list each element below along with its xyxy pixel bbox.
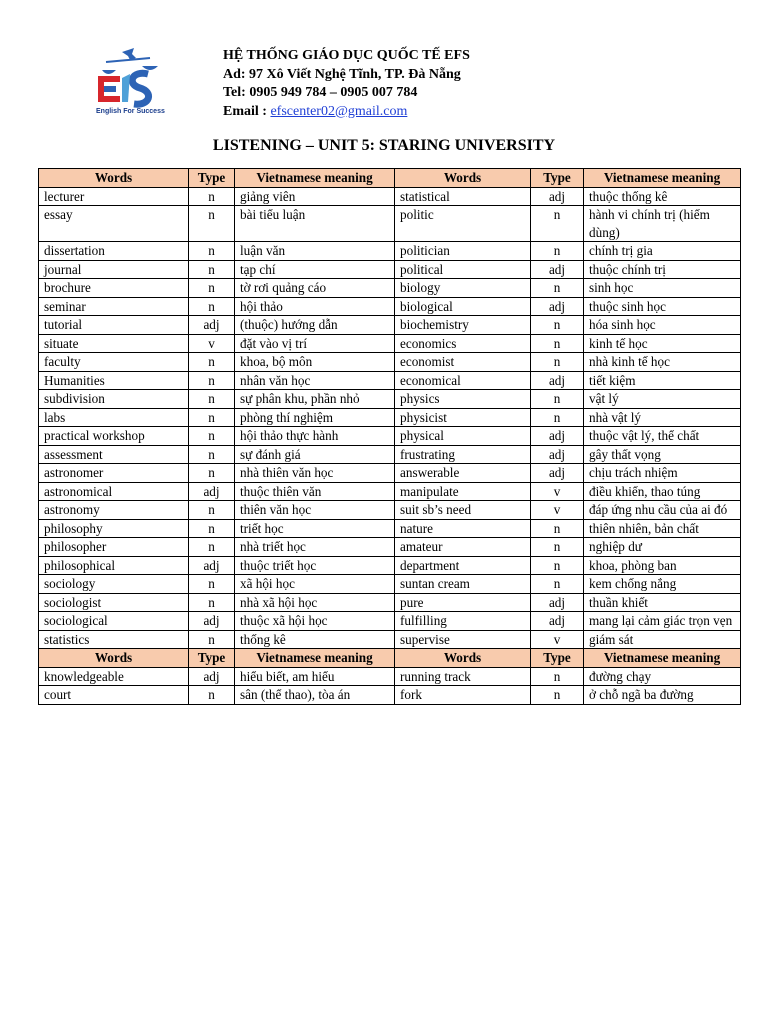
vocabulary-table [38,168,741,705]
table-cell: frustrating [395,445,531,464]
table-cell: v [531,501,584,520]
table-cell: chính trị gia [584,242,741,261]
table-cell: economical [395,371,531,390]
table-cell: philosophical [39,556,189,575]
table-cell: đường chạy [584,667,741,686]
table-cell: chịu trách nhiệm [584,464,741,483]
table-cell: luận văn [235,242,395,261]
table-cell: answerable [395,464,531,483]
table-row [39,686,741,705]
table-cell: n [189,686,235,705]
table-cell: brochure [39,279,189,298]
table-cell: Humanities [39,371,189,390]
table-cell: department [395,556,531,575]
table-cell: essay [39,206,189,242]
table-cell: philosopher [39,538,189,557]
table-row [39,334,741,353]
table-cell: thiên nhiên, bản chất [584,519,741,538]
table-cell: n [189,353,235,372]
address: Ad: 97 Xô Viết Nghệ Tĩnh, TP. Đà Nẵng [223,66,461,82]
table-cell: dissertation [39,242,189,261]
page-title: LISTENING – UNIT 5: STARING UNIVERSITY [212,137,556,154]
table-row [39,630,741,649]
table-cell: n [531,408,584,427]
table-cell: thuộc thiên văn [235,482,395,501]
table-cell: hành vi chính trị (hiếm dùng) [584,206,741,242]
table-cell: adj [189,316,235,335]
column-header: Vietnamese meaning [584,169,741,188]
table-cell: nhà xã hội học [235,593,395,612]
table-cell: hóa sinh học [584,316,741,335]
table-cell: n [189,427,235,446]
table-cell: astronomy [39,501,189,520]
table-cell: adj [531,260,584,279]
table-row [39,501,741,520]
table-cell: practical workshop [39,427,189,446]
table-cell: thống kê [235,630,395,649]
table-cell: thuộc triết học [235,556,395,575]
table-row [39,519,741,538]
table-cell: n [531,519,584,538]
table-cell: labs [39,408,189,427]
table-cell: adj [531,427,584,446]
table-cell: thuần khiết [584,593,741,612]
table-cell: adj [531,297,584,316]
table-cell: faculty [39,353,189,372]
table-cell: xã hội học [235,575,395,594]
table-cell: lecturer [39,187,189,206]
table-row [39,206,741,242]
table-cell: thuộc chính trị [584,260,741,279]
table-row [39,279,741,298]
logo-caption: English For Success [96,108,165,115]
table-cell: tờ rơi quảng cáo [235,279,395,298]
table-cell: astronomer [39,464,189,483]
table-row [39,408,741,427]
table-cell: n [531,538,584,557]
table-cell: nature [395,519,531,538]
table-cell: biochemistry [395,316,531,335]
table-row [39,316,741,335]
table-cell: nhà triết học [235,538,395,557]
table-cell: running track [395,667,531,686]
table-cell: thuộc vật lý, thể chất [584,427,741,446]
table-cell: nhà thiên văn học [235,464,395,483]
table-cell: hội thảo thực hành [235,427,395,446]
table-cell: n [189,371,235,390]
table-cell: physicist [395,408,531,427]
column-header: Vietnamese meaning [235,649,395,668]
table-row [39,667,741,686]
table-cell: adj [531,612,584,631]
table-cell: n [189,538,235,557]
table-cell: triết học [235,519,395,538]
table-cell: political [395,260,531,279]
table-cell: subdivision [39,390,189,409]
table-header-row [39,169,741,188]
table-header-row [39,649,741,668]
table-cell: adj [531,445,584,464]
table-cell: phòng thí nghiệm [235,408,395,427]
efs-logo [92,44,170,120]
table-cell: đặt vào vị trí [235,334,395,353]
table-cell: suit sb’s need [395,501,531,520]
table-row [39,482,741,501]
table-cell: n [189,408,235,427]
table-cell: sociology [39,575,189,594]
table-cell: fulfilling [395,612,531,631]
email-label: Email : [223,103,271,119]
table-cell: sociological [39,612,189,631]
column-header: Vietnamese meaning [235,169,395,188]
table-cell: đáp ứng nhu cầu của ai đó [584,501,741,520]
table-cell: n [531,242,584,261]
table-cell: v [189,334,235,353]
table-cell: philosophy [39,519,189,538]
table-cell: adj [531,371,584,390]
table-cell: adj [531,187,584,206]
table-row [39,575,741,594]
table-cell: thiên văn học [235,501,395,520]
table-cell: n [531,575,584,594]
table-cell: adj [189,667,235,686]
table-cell: astronomical [39,482,189,501]
table-cell: adj [189,482,235,501]
table-row [39,464,741,483]
table-cell: n [531,353,584,372]
table-cell: (thuộc) hướng dẫn [235,316,395,335]
table-cell: physical [395,427,531,446]
table-cell: seminar [39,297,189,316]
org-name: HỆ THỐNG GIÁO DỤC QUỐC TẾ EFS [223,48,470,63]
column-header: Type [531,649,584,668]
table-row [39,427,741,446]
table-cell: adj [189,556,235,575]
table-cell: n [189,260,235,279]
column-header: Type [189,649,235,668]
table-cell: khoa, bộ môn [235,353,395,372]
table-cell: điều khiển, thao túng [584,482,741,501]
table-cell: kem chống nắng [584,575,741,594]
table-cell: tutorial [39,316,189,335]
table-cell: hội thảo [235,297,395,316]
table-row [39,297,741,316]
table-cell: n [189,630,235,649]
table-cell: tiết kiệm [584,371,741,390]
table-row [39,612,741,631]
table-cell: nhà vật lý [584,408,741,427]
table-cell: biology [395,279,531,298]
table-cell: politician [395,242,531,261]
table-cell: giảng viên [235,187,395,206]
column-header: Words [395,169,531,188]
column-header: Words [39,169,189,188]
table-cell: nhà kinh tế học [584,353,741,372]
table-cell: n [189,297,235,316]
table-cell: vật lý [584,390,741,409]
table-cell: politic [395,206,531,242]
table-cell: amateur [395,538,531,557]
table-cell: physics [395,390,531,409]
table-cell: suntan cream [395,575,531,594]
table-cell: thuộc thống kê [584,187,741,206]
table-cell: statistical [395,187,531,206]
table-row [39,538,741,557]
table-cell: sociologist [39,593,189,612]
table-cell: n [531,667,584,686]
table-cell: v [531,482,584,501]
table-cell: adj [531,464,584,483]
table-cell: n [531,390,584,409]
table-cell: hiểu biết, am hiểu [235,667,395,686]
table-cell: mang lại cảm giác trọn vẹn [584,612,741,631]
table-cell: sự phân khu, phần nhỏ [235,390,395,409]
table-cell: pure [395,593,531,612]
table-row [39,371,741,390]
table-cell: supervise [395,630,531,649]
table-row [39,445,741,464]
table-cell: sân (thể thao), tòa án [235,686,395,705]
table-cell: assessment [39,445,189,464]
column-header: Type [189,169,235,188]
table-cell: n [189,519,235,538]
phone: Tel: 0905 949 784 – 0905 007 784 [223,85,418,100]
table-row [39,242,741,261]
table-row [39,556,741,575]
table-cell: adj [189,612,235,631]
header-block [223,47,470,121]
table-cell: economist [395,353,531,372]
table-cell: giám sát [584,630,741,649]
table-cell: n [531,316,584,335]
table-cell: tạp chí [235,260,395,279]
table-cell: n [189,390,235,409]
table-cell: v [531,630,584,649]
table-cell: khoa, phòng ban [584,556,741,575]
table-cell: kinh tế học [584,334,741,353]
table-cell: n [189,501,235,520]
table-cell: n [531,206,584,242]
table-cell: fork [395,686,531,705]
table-cell: thuộc xã hội học [235,612,395,631]
table-cell: n [189,464,235,483]
table-cell: situate [39,334,189,353]
table-cell: sinh học [584,279,741,298]
table-cell: statistics [39,630,189,649]
table-cell: n [189,593,235,612]
table-cell: ở chỗ ngã ba đường [584,686,741,705]
table-cell: nghiệp dư [584,538,741,557]
table-row [39,260,741,279]
table-cell: n [189,206,235,242]
table-cell: biological [395,297,531,316]
table-cell: n [189,187,235,206]
column-header: Vietnamese meaning [584,649,741,668]
table-cell: gây thất vọng [584,445,741,464]
email-link[interactable]: efscenter02@gmail.com [270,103,408,119]
table-row [39,353,741,372]
column-header: Type [531,169,584,188]
table-cell: manipulate [395,482,531,501]
table-cell: sự đánh giá [235,445,395,464]
table-cell: n [531,686,584,705]
table-cell: n [189,445,235,464]
email-line [223,103,470,122]
table-row [39,390,741,409]
table-cell: n [531,279,584,298]
table-cell: journal [39,260,189,279]
table-cell: adj [531,593,584,612]
table-cell: economics [395,334,531,353]
table-cell: thuộc sinh học [584,297,741,316]
column-header: Words [39,649,189,668]
table-cell: nhân văn học [235,371,395,390]
table-cell: n [189,279,235,298]
table-cell: bài tiểu luận [235,206,395,242]
table-row [39,187,741,206]
column-header: Words [395,649,531,668]
table-cell: court [39,686,189,705]
table-cell: n [189,575,235,594]
table-cell: knowledgeable [39,667,189,686]
table-row [39,593,741,612]
table-cell: n [189,242,235,261]
table-cell: n [531,334,584,353]
table-cell: n [531,556,584,575]
